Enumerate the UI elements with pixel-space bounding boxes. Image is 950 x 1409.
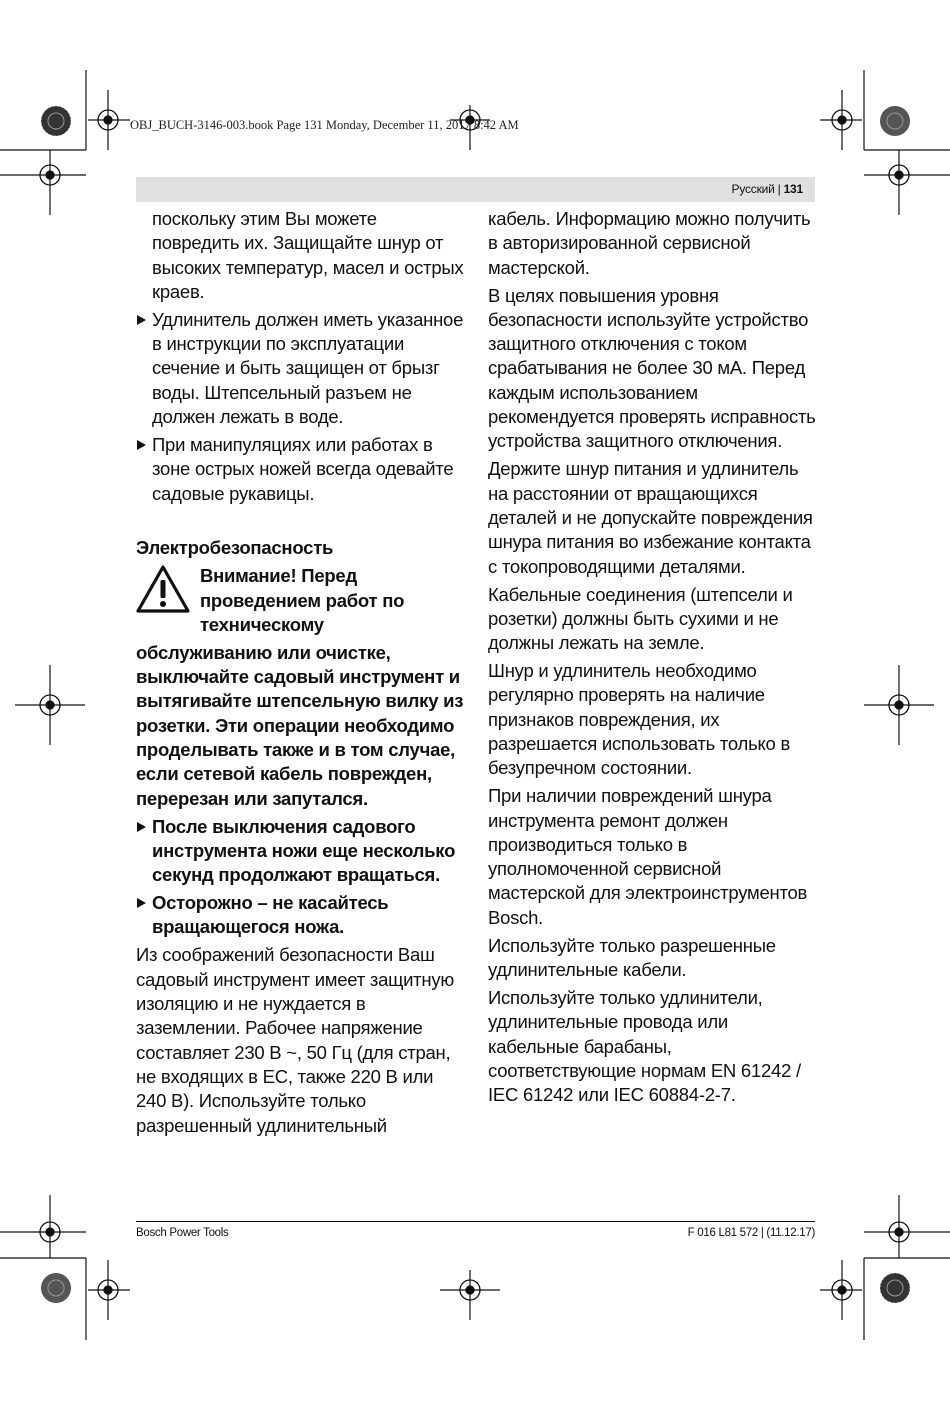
- right-paragraph: Используйте только разрешенные удлинительные кабели.: [488, 934, 776, 981]
- bullet-item: [136, 891, 466, 940]
- right-paragraph: Шнур и удлинитель необходимо регулярно проверять на наличие признаков повреждения, их разрешается использовать только в безупречном состоянии.: [488, 660, 791, 779]
- left-column: [136, 207, 466, 1142]
- bullet-text: При манипуляциях или работах в зоне острых ножей всегда одевайте садовые рукавицы.: [152, 434, 454, 504]
- page-header: [136, 177, 815, 202]
- header-separator: |: [777, 182, 781, 196]
- bullet-text: Удлинитель должен иметь указанное в инструкции по эксплуатации сечение и быть защищен от брызг воды. Штепсельный разъем не должен лежать в воде.: [152, 308, 464, 428]
- triangle-bullet-icon: [137, 440, 146, 450]
- bullet-text: После выключения садового инструмента ножи еще несколько секунд продолжают вращаться.: [152, 815, 456, 886]
- section-title: Электробезопасность: [136, 536, 334, 558]
- warning-triangle-icon: [136, 564, 190, 614]
- right-paragraph: кабель. Информацию можно получить в авторизированной сервисной мастерской.: [488, 208, 811, 278]
- right-paragraph: Кабельные соединения (штепсели и розетки) должны быть сухими и не должны лежать на земле.: [488, 583, 793, 654]
- left-paragraph: Из соображений безопасности Ваш садовый инструмент имеет защитную изоляцию и не нуждается в заземлении. Рабочее напряжение составляет 230 В ~, 50 Гц (для стран, не входящих в ЕС, также 220 В или 240 В). Используйте только разрешенный удлинительный: [136, 944, 454, 1136]
- right-paragraph: При наличии повреждений шнура инструмента ремонт должен производиться только в уполномоченной сервисной мастерской для электроинструментов Bosch.: [488, 785, 808, 928]
- right-paragraph: Используйте только удлинители, удлинительные провода или кабельные барабаны, соответствующие нормам EN 61242 / IEC 61242 или IEC 60884-2-7.: [488, 987, 801, 1106]
- bullet-item: [136, 433, 466, 506]
- warning-lead: Внимание! Перед проведением работ по техническому: [200, 565, 405, 635]
- header-language: Русский: [731, 182, 775, 196]
- file-info: OBJ_BUCH-3146-003.book Page 131 Monday, December 11, 2017 8:42 AM: [130, 118, 519, 132]
- bullet-item: [136, 308, 466, 429]
- bullet-item: [136, 815, 466, 888]
- footer-doc-id: F 016 L81 572 | (11.12.17): [687, 1227, 815, 1239]
- right-paragraph: Держите шнур питания и удлинитель на расстоянии от вращающихся деталей и не допускайте повреждения шнура питания во избежание контакта с токопроводящими деталями.: [488, 458, 813, 577]
- footer-divider: [136, 1221, 815, 1222]
- bullet-text: Осторожно – не касайтесь вращающегося ножа.: [152, 892, 389, 938]
- header-label: [732, 182, 803, 196]
- triangle-bullet-icon: [137, 898, 146, 908]
- warning-block: [136, 564, 466, 811]
- left-paragraph: поскольку этим Вы можете повредить их. Защищайте шнур от высоких температур, масел и острых краев.: [152, 208, 464, 302]
- right-column: [488, 207, 818, 1111]
- triangle-bullet-icon: [137, 315, 146, 325]
- page-number: 131: [783, 182, 803, 196]
- footer-brand: Bosch Power Tools: [136, 1227, 229, 1239]
- right-paragraph: В целях повышения уровня безопасности используйте устройство защитного отключения с током срабатывания не более 30 мА. Перед каждым использованием рекомендуется проверять исправность устройства защитного отключения.: [488, 284, 816, 452]
- triangle-bullet-icon: [137, 822, 146, 832]
- warning-text: обслуживанию или очистке, выключайте садовый инструмент и вытягивайте штепсельную вилку из розетки. Эти операции необходимо проделывать также и в том случае, если сетевой кабель поврежден, перерезан или запутался.: [136, 641, 464, 809]
